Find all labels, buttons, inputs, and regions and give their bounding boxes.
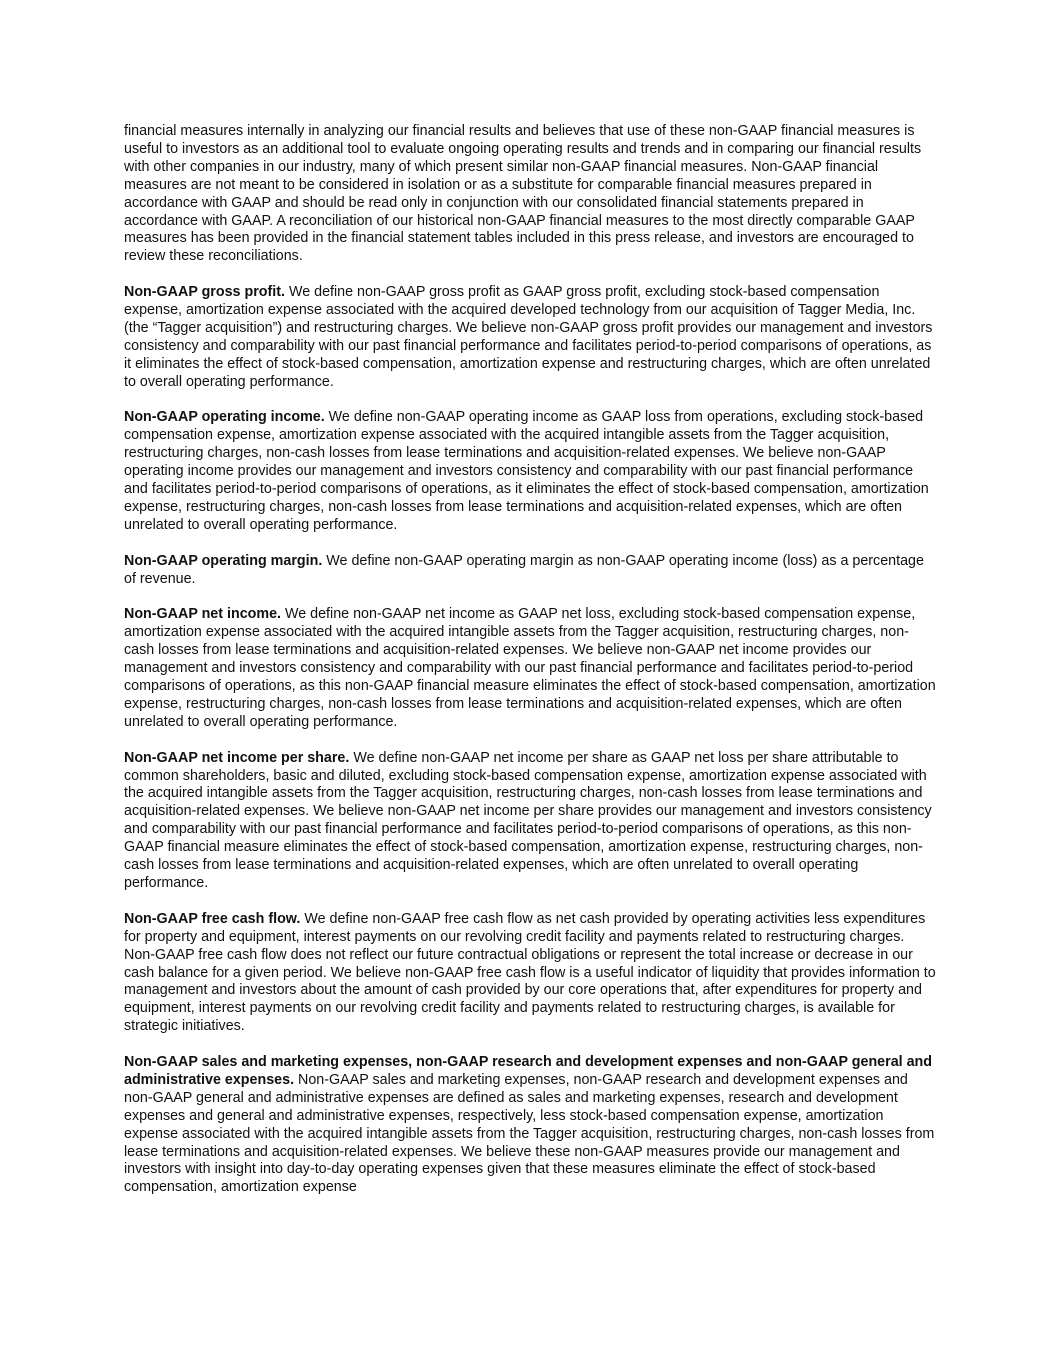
- definition-term: Non-GAAP sales and marketing expenses, non-GAAP research and development expenses and non-GAAP general and administrative expenses.: [124, 1054, 933, 1088]
- definition-operating-margin: [124, 553, 936, 589]
- definition-term: Non-GAAP operating income.: [124, 409, 325, 426]
- document-page: [124, 123, 936, 1215]
- definition-term: Non-GAAP operating margin.: [124, 552, 323, 569]
- definition-term: Non-GAAP free cash flow.: [124, 910, 301, 927]
- intro-paragraph: financial measures internally in analyzing our financial results and believes that use of these non-GAAP financial measures is useful to investors as an additional tool to evaluate ongoing operating results and trends and in comparing our financial results with other companies in our industry, many of which present similar non-GAAP financial measures. Non-GAAP financial measures are not meant to be considered in isolation or as a substitute for comparable financial measures prepared in accordance with GAAP and should be read only in conjunction with our consolidated financial statements prepared in accordance with GAAP. A reconciliation of our historical non-GAAP financial measures to the most directly comparable GAAP measures has been provided in the financial statement tables included in this press release, and investors are encouraged to review these reconciliations.: [124, 123, 922, 265]
- definition-operating-income: [124, 409, 936, 534]
- definition-net-income: [124, 606, 936, 731]
- definition-term: Non-GAAP net income per share.: [124, 749, 350, 766]
- definition-text: Non-GAAP sales and marketing expenses, non-GAAP research and development expenses and non-GAAP general and administrative expenses are defined as sales and marketing expenses, research and development expenses and general and administrative expenses, respectively, less stock-based compensation expense, amortization expense associated with the acquired intangible assets from the Tagger acquisition, restructuring charges, non-cash losses from lease terminations and acquisition-related expenses. We believe these non-GAAP measures provide our management and investors with insight into day-to-day operating expenses given that these measures eliminate the effect of stock-based compensation, amortization expense: [124, 1071, 935, 1196]
- definition-term: Non-GAAP net income.: [124, 606, 282, 623]
- definition-text: We define non-GAAP operating income as GAAP loss from operations, excluding stock-based compensation expense, amortization expense associated with the acquired intangible assets from the Tagger acquisition, restructuring charges, non-cash losses from lease terminations and acquisition-related expenses. We believe non-GAAP operating income provides our management and investors consistency and comparability with our past financial performance and facilitates period-to-period comparisons of operations, as it eliminates the effect of stock-based compensation, amortization expense, restructuring charges, non-cash losses from lease terminations and acquisition-related expenses, which are often unrelated to overall operating performance.: [124, 409, 929, 533]
- definition-text: We define non-GAAP gross profit as GAAP gross profit, excluding stock-based compensation expense, amortization expense associated with the acquired developed technology from our acquisition of Tagger Media, Inc. (the “Tagger acquisition”) and restructuring charges. We believe non-GAAP gross profit provides our management and investors consistency and comparability with our past financial performance and facilitates period-to-period comparisons of operations, as it eliminates the effect of stock-based compensation, amortization expense and restructuring charges, which are often unrelated to overall operating performance.: [124, 284, 933, 390]
- definition-text: We define non-GAAP net income as GAAP net loss, excluding stock-based compensation expense, amortization expense associated with the acquired intangible assets from the Tagger acquisition, restructuring charges, non-cash losses from lease terminations and acquisition-related expenses. We believe non-GAAP net income provides our management and investors consistency and comparability with our past financial performance and facilitates period-to-period comparisons of operations, as this non-GAAP financial measure eliminates the effect of stock-based compensation, amortization expense, restructuring charges, non-cash losses from lease terminations and acquisition-related expenses, which are often unrelated to overall operating performance.: [124, 606, 936, 730]
- definition-gross-profit: [124, 284, 936, 391]
- definition-operating-expenses: [124, 1054, 936, 1197]
- definition-term: Non-GAAP gross profit.: [124, 284, 285, 301]
- definition-text: We define non-GAAP operating margin as non-GAAP operating income (loss) as a percentage of revenue.: [124, 552, 924, 587]
- definition-net-income-per-share: [124, 750, 936, 893]
- definition-text: We define non-GAAP net income per share as GAAP net loss per share attributable to common shareholders, basic and diluted, excluding stock-based compensation expense, amortization expense associated with the acquired intangible assets from the Tagger acquisition, restructuring charges, non-cash losses from lease terminations and acquisition-related expenses. We believe non-GAAP net income per share provides our management and investors consistency and comparability with our past financial performance and facilitates period-to-period comparisons of operations, as this non-GAAP financial measure eliminates the effect of stock-based compensation, amortization expense, restructuring charges, non-cash losses from lease terminations and acquisition-related expenses, which are often unrelated to overall operating performance.: [124, 749, 932, 891]
- definition-text: We define non-GAAP free cash flow as net cash provided by operating activities less expenditures for property and equipment, interest payments on our revolving credit facility and payments related to restructuring charges. Non-GAAP free cash flow does not reflect our future contractual obligations or represent the total increase or decrease in our cash balance for a given period. We believe non-GAAP free cash flow is a useful indicator of liquidity that provides information to management and investors about the amount of cash provided by our core operations that, after expenditures for property and equipment, interest payments on our revolving credit facility and payments related to restructuring charges, is available for strategic initiatives.: [124, 910, 936, 1035]
- definition-free-cash-flow: [124, 911, 936, 1036]
